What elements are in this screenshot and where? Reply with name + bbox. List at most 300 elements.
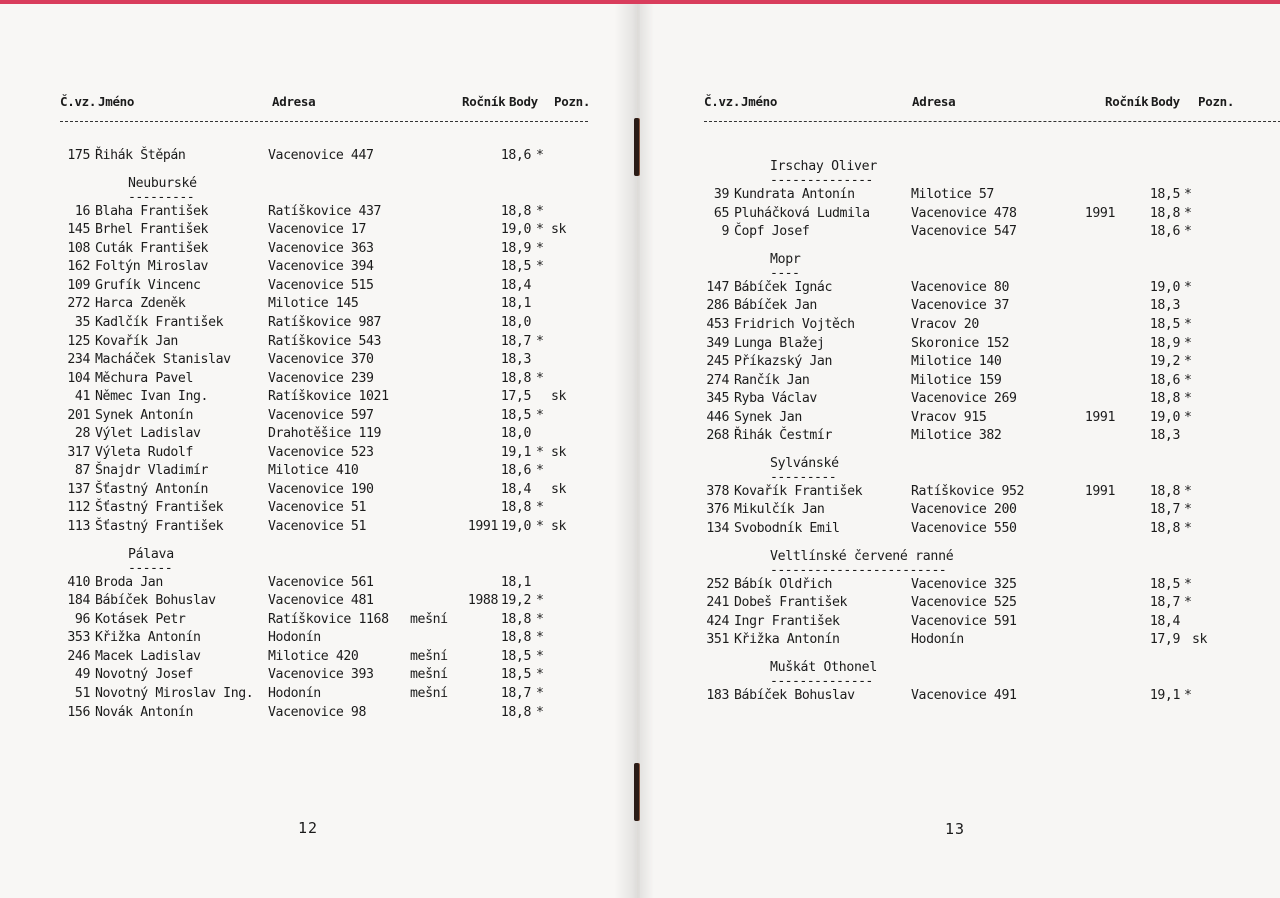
grower-name: Bábíček Ignác [734, 279, 833, 295]
award-star: * [1184, 576, 1192, 592]
award-star: * [536, 370, 544, 386]
grower-address: Vacenovice 363 [268, 240, 374, 256]
staple-bottom [634, 763, 639, 821]
grower-address: Vracov 20 [911, 316, 979, 332]
grower-name: Mikulčík Jan [734, 502, 825, 518]
grower-address: Milotice 57 [911, 187, 994, 203]
sample-number: 446 [706, 409, 729, 425]
grower-name: Kundrata Antonín [734, 187, 855, 203]
list-item [0, 685, 637, 704]
sample-number: 156 [67, 704, 90, 720]
list-item [0, 425, 637, 444]
list-item [640, 390, 1280, 409]
grower-address: Vacenovice 481 [268, 593, 374, 609]
grower-address: Ratíškovice 1168 [268, 611, 389, 627]
grower-address: Vacenovice 239 [268, 370, 374, 386]
grower-address: Milotice 145 [268, 296, 359, 312]
grower-name: Bábíček Jan [734, 298, 817, 314]
list-item [0, 314, 637, 333]
score-points: 18,8 [1149, 391, 1180, 407]
grower-address: Vacenovice 547 [911, 224, 1017, 240]
column-header-pozn: Pozn. [1198, 94, 1235, 109]
grower-name: Grufík Vincenc [95, 277, 201, 293]
list-item [640, 316, 1280, 335]
score-points: 18,5 [500, 259, 531, 275]
award-star: * [536, 240, 544, 256]
grower-name: Němec Ivan Ing. [95, 389, 209, 405]
score-points: 18,8 [500, 630, 531, 646]
column-header-adresa: Adresa [912, 94, 956, 109]
list-item [0, 444, 637, 463]
score-points: 18,0 [500, 314, 531, 330]
award-star: * [536, 407, 544, 423]
sample-number: 125 [67, 333, 90, 349]
grower-address: Vacenovice 200 [911, 502, 1017, 518]
section-underline: ------ [128, 560, 173, 576]
score-points: 18,1 [500, 296, 531, 312]
award-star: * [536, 259, 544, 275]
vintage-year: 1991 [1084, 409, 1115, 425]
list-item [640, 687, 1280, 706]
grower-name: Macek Ladislav [95, 648, 201, 664]
score-points: 19,0 [500, 222, 531, 238]
remark: sk [551, 481, 567, 497]
list-item [0, 351, 637, 370]
column-header-body: Body [1151, 94, 1180, 109]
grower-name: Novotný Miroslav Ing. [95, 685, 254, 701]
grower-name: Šnajdr Vladimír [95, 463, 209, 479]
sample-number: 345 [706, 391, 729, 407]
sample-number: 376 [706, 502, 729, 518]
award-star: * [536, 704, 544, 720]
grower-address: Ratíškovice 543 [268, 333, 382, 349]
grower-name: Měchura Pavel [95, 370, 194, 386]
award-star: * [536, 203, 544, 219]
award-star: * [1184, 187, 1192, 203]
section-title: Neuburské [128, 175, 197, 191]
sample-number: 16 [74, 203, 90, 219]
sample-number: 35 [74, 314, 90, 330]
award-star: * [1184, 316, 1192, 332]
score-points: 18,4 [1149, 613, 1180, 629]
grower-address: Vacenovice 98 [268, 704, 367, 720]
list-item [640, 613, 1280, 632]
score-points: 18,3 [1149, 428, 1180, 444]
wine-note: mešní [410, 685, 448, 701]
sample-number: 351 [706, 632, 729, 648]
section-underline: --------- [128, 189, 195, 205]
column-header-jmeno: Jméno [98, 94, 135, 109]
award-star: * [1184, 483, 1192, 499]
sample-number: 252 [706, 576, 729, 592]
grower-address: Milotice 420 [268, 648, 359, 664]
sample-number: 96 [74, 611, 90, 627]
award-star: * [536, 500, 544, 516]
vintage-year: 1988 [467, 593, 498, 609]
list-item [640, 594, 1280, 613]
grower-address: Vacenovice 491 [911, 687, 1017, 703]
grower-address: Vacenovice 525 [911, 595, 1017, 611]
sample-number: 112 [67, 500, 90, 516]
sample-number: 108 [67, 240, 90, 256]
grower-name: Příkazský Jan [734, 354, 833, 370]
sample-number: 28 [74, 426, 90, 442]
sample-number: 349 [706, 335, 729, 351]
list-item [640, 279, 1280, 298]
header-rule [704, 121, 1280, 122]
sample-number: 424 [706, 613, 729, 629]
remark: sk [551, 444, 567, 460]
award-star: * [536, 630, 544, 646]
list-item [0, 704, 637, 723]
score-points: 18,9 [500, 240, 531, 256]
grower-name: Křižka Antonín [734, 632, 840, 648]
grower-address: Vacenovice 80 [911, 279, 1010, 295]
sample-number: 113 [67, 519, 90, 534]
grower-name: Výlet Ladislav [95, 426, 201, 442]
section-title: Veltlínské červené ranné [770, 548, 954, 564]
wine-note: mešní [410, 611, 448, 627]
grower-address: Vacenovice 550 [911, 521, 1017, 536]
grower-address: Hodonín [911, 632, 964, 648]
sample-number: 184 [67, 593, 90, 609]
grower-address: Milotice 140 [911, 354, 1002, 370]
list-item [0, 203, 637, 222]
score-points: 19,1 [500, 444, 531, 460]
score-points: 18,5 [1149, 576, 1180, 592]
page-number: 13 [945, 820, 966, 838]
grower-name: Šťastný František [95, 519, 224, 534]
grower-name: Kotásek Petr [95, 611, 186, 627]
list-item [0, 407, 637, 426]
score-points: 17,9 [1149, 632, 1180, 648]
sample-number: 353 [67, 630, 90, 646]
grower-name: Fridrich Vojtěch [734, 316, 855, 332]
section-underline: -------------- [770, 674, 873, 690]
column-header-body: Body [509, 94, 538, 109]
list-item [0, 611, 637, 630]
award-star: * [1184, 687, 1192, 703]
sample-number: 109 [67, 277, 90, 293]
column-header-rocnik: Ročník [462, 94, 506, 109]
grower-name: Řihák Čestmír [734, 428, 833, 444]
grower-address: Vacenovice 393 [268, 667, 374, 683]
grower-address: Ratíškovice 1021 [268, 389, 389, 405]
grower-address: Ratíškovice 437 [268, 203, 382, 219]
sample-number: 183 [706, 687, 729, 703]
grower-address: Milotice 410 [268, 463, 359, 479]
award-star: * [536, 648, 544, 664]
section-underline: --------- [770, 470, 837, 486]
sample-number: 87 [74, 463, 90, 479]
grower-address: Vacenovice 561 [268, 574, 374, 590]
list-item [0, 648, 637, 667]
sample-number: 245 [706, 354, 729, 370]
section-underline: ---- [770, 266, 800, 282]
award-star: * [536, 611, 544, 627]
wine-note: mešní [410, 667, 448, 683]
sample-number: 378 [706, 483, 729, 499]
sample-number: 134 [706, 521, 729, 536]
grower-name: Kovařík František [734, 483, 863, 499]
score-points: 18,7 [500, 333, 531, 349]
grower-address: Vacenovice 370 [268, 352, 374, 368]
award-star: * [536, 593, 544, 609]
sample-number: 41 [74, 389, 90, 405]
list-item [640, 483, 1280, 502]
vintage-year: 1991 [1084, 205, 1115, 221]
grower-address: Vacenovice 190 [268, 481, 374, 497]
grower-address: Vacenovice 17 [268, 222, 367, 238]
vintage-year: 1991 [467, 519, 498, 534]
section-underline: ------------------------ [770, 562, 947, 578]
grower-name: Kadlčík František [95, 314, 224, 330]
grower-name: Rančík Jan [734, 372, 810, 388]
list-item [0, 462, 637, 481]
sample-number: 39 [713, 187, 729, 203]
score-points: 18,9 [1149, 335, 1180, 351]
sample-number: 410 [67, 574, 90, 590]
sample-number: 241 [706, 595, 729, 611]
sample-number: 246 [67, 648, 90, 664]
grower-address: Vacenovice 394 [268, 259, 374, 275]
award-star: * [1184, 595, 1192, 611]
score-points: 18,5 [500, 667, 531, 683]
grower-address: Hodonín [268, 685, 321, 701]
list-item [640, 409, 1280, 428]
score-points: 18,6 [500, 148, 531, 163]
wine-note: mešní [410, 648, 448, 664]
score-points: 19,0 [500, 519, 531, 534]
list-item [0, 629, 637, 648]
grower-name: Šťastný František [95, 500, 224, 516]
remark: sk [1192, 632, 1208, 648]
award-star: * [1184, 205, 1192, 221]
grower-name: Dobeš František [734, 595, 848, 611]
list-item [640, 353, 1280, 372]
score-points: 18,8 [500, 611, 531, 627]
award-star: * [1184, 279, 1192, 295]
award-star: * [1184, 502, 1192, 518]
list-item [0, 388, 637, 407]
sample-number: 51 [74, 685, 90, 701]
grower-name: Bábík Oldřich [734, 576, 833, 592]
section-title: Irschay Oliver [770, 159, 877, 175]
award-star: * [536, 667, 544, 683]
award-star: * [536, 444, 544, 460]
grower-name: Ingr František [734, 613, 840, 629]
remark: sk [551, 519, 567, 534]
grower-address: Vacenovice 51 [268, 519, 367, 534]
grower-address: Vacenovice 591 [911, 613, 1017, 629]
score-points: 18,8 [500, 203, 531, 219]
grower-address: Vacenovice 523 [268, 444, 374, 460]
score-points: 18,4 [500, 277, 531, 293]
grower-name: Křižka Antonín [95, 630, 201, 646]
sample-number: 272 [67, 296, 90, 312]
sample-number: 145 [67, 222, 90, 238]
grower-address: Vracov 915 [911, 409, 987, 425]
page-number: 12 [298, 819, 319, 837]
score-points: 19,2 [1149, 354, 1180, 370]
list-item [0, 666, 637, 685]
right-page [640, 4, 1280, 898]
grower-name: Blaha František [95, 203, 209, 219]
list-item [640, 576, 1280, 595]
award-star: * [1184, 354, 1192, 370]
grower-name: Novotný Josef [95, 667, 194, 683]
sample-number: 268 [706, 428, 729, 444]
list-item [640, 335, 1280, 354]
remark: sk [551, 222, 567, 238]
award-star: * [536, 148, 544, 163]
grower-address: Milotice 382 [911, 428, 1002, 444]
score-points: 18,6 [1149, 372, 1180, 388]
list-item [640, 297, 1280, 316]
section-underline: -------------- [770, 173, 873, 189]
remark: sk [551, 389, 567, 405]
grower-address: Vacenovice 269 [911, 391, 1017, 407]
sample-number: 453 [706, 316, 729, 332]
score-points: 18,1 [500, 574, 531, 590]
score-points: 18,6 [1149, 224, 1180, 240]
list-item [0, 333, 637, 352]
sample-number: 49 [74, 667, 90, 683]
score-points: 19,0 [1149, 279, 1180, 295]
grower-name: Ryba Václav [734, 391, 817, 407]
grower-address: Vacenovice 325 [911, 576, 1017, 592]
grower-name: Foltýn Miroslav [95, 259, 209, 275]
list-item [640, 372, 1280, 391]
sample-number: 104 [67, 370, 90, 386]
column-header-rocnik: Ročník [1105, 94, 1149, 109]
grower-address: Vacenovice 515 [268, 277, 374, 293]
score-points: 18,8 [500, 370, 531, 386]
list-item [0, 370, 637, 389]
grower-address: Milotice 159 [911, 372, 1002, 388]
grower-name: Výleta Rudolf [95, 444, 194, 460]
column-header-adresa: Adresa [272, 94, 316, 109]
list-item [0, 499, 637, 518]
award-star: * [1184, 391, 1192, 407]
sample-number: 317 [67, 444, 90, 460]
column-header-cvz: Č.vz. [60, 94, 97, 109]
list-item [0, 147, 637, 166]
sample-number: 234 [67, 352, 90, 368]
list-item [640, 223, 1280, 242]
score-points: 18,7 [1149, 595, 1180, 611]
list-item [0, 574, 637, 593]
score-points: 18,4 [500, 481, 531, 497]
grower-name: Bábíček Bohuslav [734, 687, 855, 703]
sample-number: 137 [67, 481, 90, 497]
list-item [640, 520, 1280, 539]
grower-name: Řihák Štěpán [95, 148, 186, 163]
award-star: * [536, 685, 544, 701]
award-star: * [1184, 409, 1192, 425]
grower-name: Šťastný Antonín [95, 481, 209, 497]
grower-name: Lunga Blažej [734, 335, 825, 351]
grower-name: Macháček Stanislav [95, 352, 231, 368]
grower-address: Vacenovice 51 [268, 500, 367, 516]
sample-number: 9 [721, 224, 729, 240]
list-item [0, 221, 637, 240]
grower-address: Hodonín [268, 630, 321, 646]
award-star: * [536, 333, 544, 349]
sample-number: 274 [706, 372, 729, 388]
list-item [640, 186, 1280, 205]
grower-name: Svobodník Emil [734, 521, 840, 536]
score-points: 18,8 [1149, 205, 1180, 221]
score-points: 18,8 [500, 704, 531, 720]
score-points: 19,0 [1149, 409, 1180, 425]
score-points: 18,3 [500, 352, 531, 368]
score-points: 18,8 [1149, 521, 1180, 536]
sample-number: 286 [706, 298, 729, 314]
grower-address: Vacenovice 447 [268, 148, 374, 163]
grower-name: Synek Jan [734, 409, 802, 425]
sample-number: 175 [67, 148, 90, 163]
column-header-cvz: Č.vz. [704, 94, 741, 109]
grower-address: Vacenovice 478 [911, 205, 1017, 221]
sample-number: 201 [67, 407, 90, 423]
grower-address: Skoronice 152 [911, 335, 1010, 351]
award-star: * [536, 519, 544, 534]
grower-name: Novák Antonín [95, 704, 194, 720]
grower-name: Broda Jan [95, 574, 163, 590]
grower-address: Vacenovice 37 [911, 298, 1010, 314]
header-rule [60, 121, 588, 122]
score-points: 18,6 [500, 463, 531, 479]
score-points: 17,5 [500, 389, 531, 405]
score-points: 18,0 [500, 426, 531, 442]
sample-number: 162 [67, 259, 90, 275]
vintage-year: 1991 [1084, 483, 1115, 499]
list-item [0, 518, 637, 537]
award-star: * [536, 222, 544, 238]
grower-address: Vacenovice 597 [268, 407, 374, 423]
staple-top [634, 118, 639, 176]
list-item [0, 592, 637, 611]
score-points: 18,8 [500, 500, 531, 516]
list-item [640, 501, 1280, 520]
score-points: 18,5 [1149, 187, 1180, 203]
score-points: 18,5 [500, 407, 531, 423]
grower-name: Cuták František [95, 240, 209, 256]
grower-address: Ratíškovice 987 [268, 314, 382, 330]
list-item [0, 481, 637, 500]
score-points: 18,5 [1149, 316, 1180, 332]
section-title: Muškát Othonel [770, 660, 877, 676]
sample-number: 65 [713, 205, 729, 221]
grower-name: Bábíček Bohuslav [95, 593, 216, 609]
grower-name: Čopf Josef [734, 224, 810, 240]
list-item [0, 240, 637, 259]
award-star: * [1184, 224, 1192, 240]
column-header-pozn: Pozn. [554, 94, 591, 109]
sample-number: 147 [706, 279, 729, 295]
grower-address: Drahotěšice 119 [268, 426, 382, 442]
grower-name: Harca Zdeněk [95, 296, 186, 312]
grower-name: Brhel František [95, 222, 209, 238]
list-item [640, 205, 1280, 224]
list-item [0, 258, 637, 277]
award-star: * [1184, 372, 1192, 388]
list-item [640, 427, 1280, 446]
award-star: * [536, 463, 544, 479]
grower-name: Pluháčková Ludmila [734, 205, 870, 221]
list-item [640, 631, 1280, 650]
